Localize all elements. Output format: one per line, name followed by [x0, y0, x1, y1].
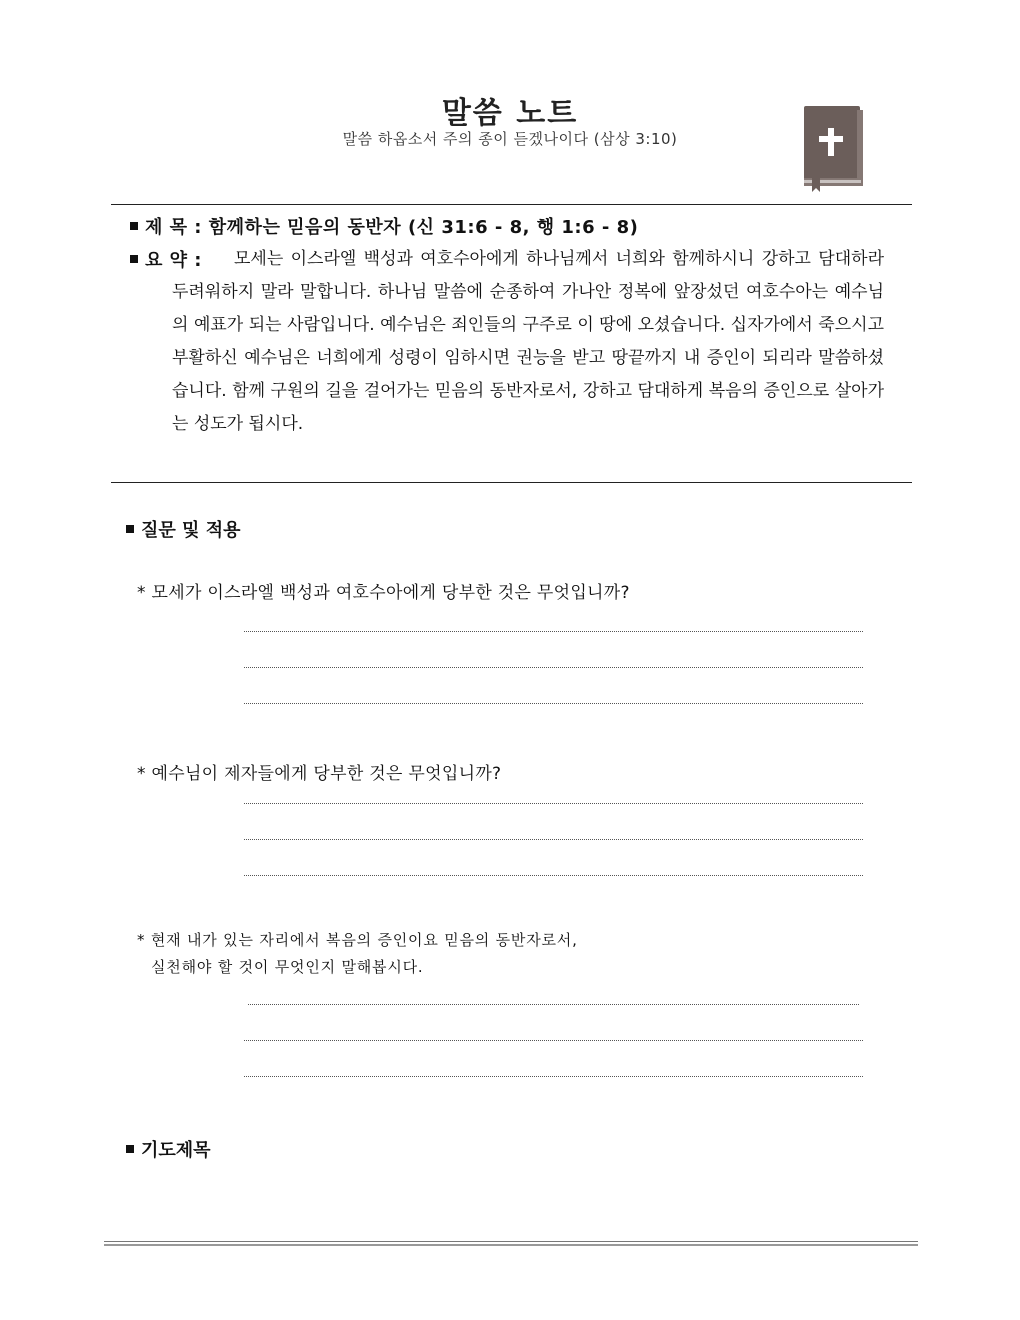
- questions-heading: [126, 516, 240, 542]
- answer-line[interactable]: [244, 839, 863, 840]
- question-2: * 예수님이 제자들에게 당부한 것은 무엇입니까?: [137, 764, 502, 784]
- sermon-topic-text: 제 목 : 함께하는 믿음의 동반자 (신 31:6 - 8, 행 1:6 - 8): [145, 217, 639, 238]
- header-divider: [111, 204, 912, 205]
- page-title: 말씀 노트: [441, 96, 579, 131]
- footer-divider: [104, 1241, 918, 1242]
- question-3-line-1: * 현재 내가 있는 자리에서 복음의 증인이요 믿음의 동반자로서,: [137, 931, 578, 949]
- answer-line[interactable]: [244, 1076, 863, 1077]
- summary-label-text: 요 약 :: [145, 250, 203, 271]
- answer-line[interactable]: [244, 703, 863, 704]
- bullet-square-icon: [130, 255, 138, 263]
- bullet-square-icon: [130, 222, 138, 230]
- answer-line[interactable]: [244, 1040, 863, 1041]
- sermon-topic: [130, 213, 638, 239]
- summary-text: 모세는 이스라엘 백성과 여호수아에게 하나님께서 너희와 함께하시니 강하고 담대하라 두려워하지 말라 말합니다. 하나님 말씀에 순종하여 가나안 정복에 앞장섰던 여호수아는 예수님의 예표가 되는 사람입니다. 예수님은 죄인들의 구주로 이 땅에 오셨습니다. 십자가에서 죽으시고 부활하신 예수님은 너희에게 성령이 임하시면 권능을 받고 땅끝까지 내 증인이 되리라 말씀하셨습니다. 함께 구원의 길을 걸어가는 믿음의 동반자로서, 강하고 담대하게 복음의 증인으로 살아가는 성도가 됩시다.: [172, 249, 884, 434]
- question-3: [137, 927, 578, 981]
- question-3-line-2: 실천해야 할 것이 무엇인지 말해봅시다.: [151, 958, 424, 976]
- bullet-square-icon: [126, 525, 134, 533]
- prayer-heading: [126, 1136, 211, 1162]
- summary-divider: [111, 482, 912, 483]
- question-1: * 모세가 이스라엘 백성과 여호수아에게 당부한 것은 무엇입니까?: [137, 583, 630, 603]
- footer-divider: [104, 1244, 918, 1246]
- page-subtitle: 말씀 하옵소서 주의 종이 듣겠나이다 (삼상 3:10): [342, 130, 678, 148]
- answer-line[interactable]: [244, 803, 863, 804]
- questions-heading-text: 질문 및 적용: [141, 520, 241, 541]
- answer-line[interactable]: [244, 667, 863, 668]
- answer-line[interactable]: [244, 875, 863, 876]
- bible-cross-icon: [800, 104, 866, 192]
- answer-line[interactable]: [244, 631, 863, 632]
- answer-line[interactable]: [248, 1004, 859, 1005]
- prayer-heading-text: 기도제목: [141, 1140, 211, 1161]
- bullet-square-icon: [126, 1145, 134, 1153]
